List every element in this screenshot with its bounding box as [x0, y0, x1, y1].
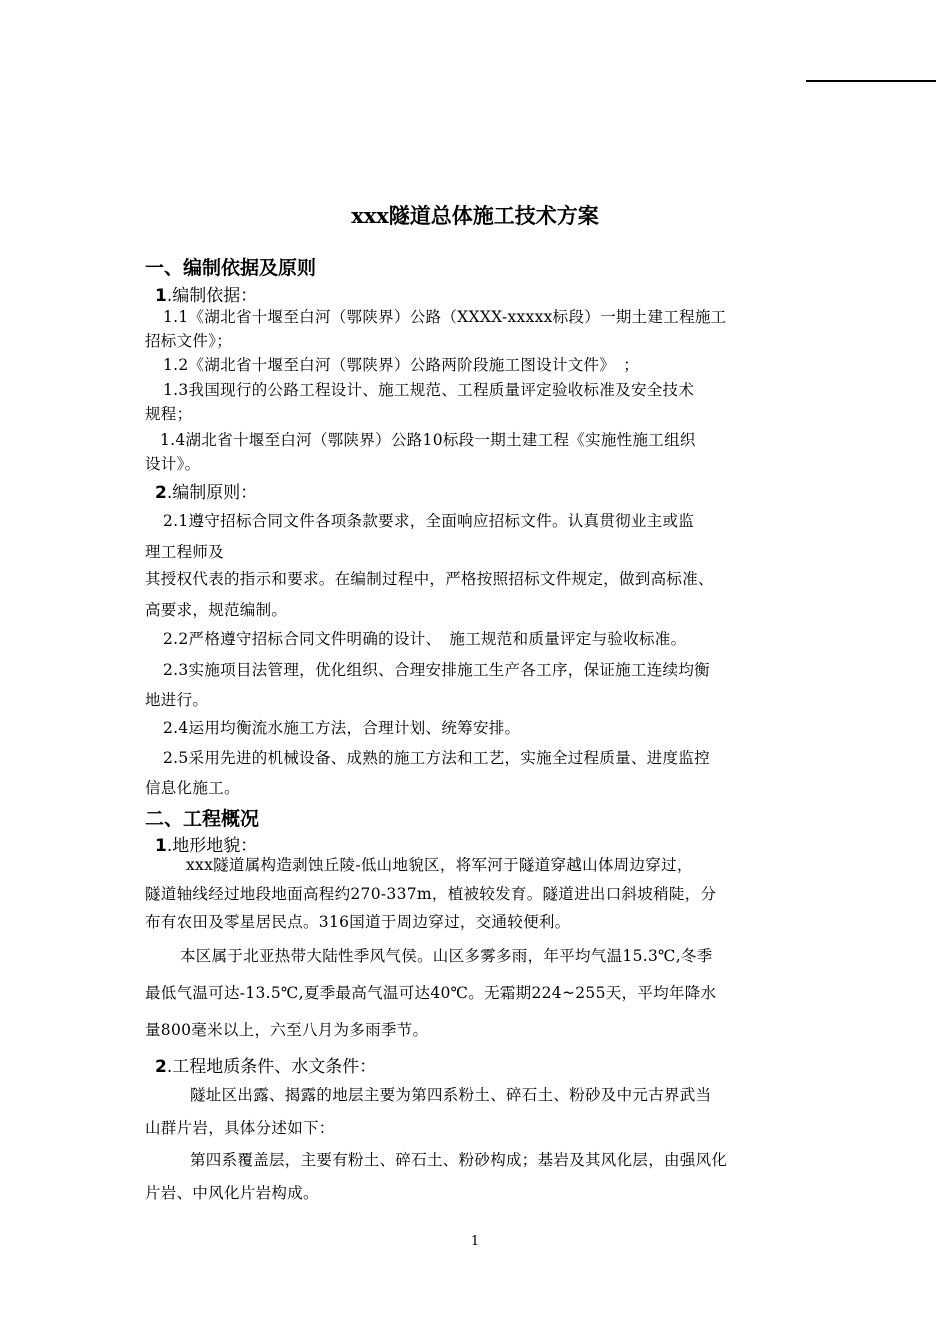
- paragraph-line: 招标文件》；: [145, 332, 233, 350]
- subheading-1-1: 1.编制依据：: [155, 286, 258, 306]
- subheading-2-2: 2.工程地质条件、水文条件：: [155, 1057, 377, 1077]
- paragraph-line: 2.4运用均衡流水施工方法，合理计划、统筹安排。: [163, 719, 521, 737]
- paragraph-line: 规程；: [145, 405, 193, 423]
- paragraph-line: 其授权代表的指示和要求。在编制过程中，严格按照招标文件规定，做到高标准、: [145, 570, 714, 588]
- section-heading-1: 一、编制依据及原则: [145, 257, 317, 279]
- paragraph-line: 1.2《湖北省十堰至白河（鄂陕界）公路两阶段施工图设计文件》 ；: [163, 356, 640, 374]
- paragraph-line: xxx隧道属构造剥蚀丘陵-低山地貌区，将军河于隧道穿越山体周边穿过，: [186, 856, 693, 874]
- document-title: xxx隧道总体施工技术方案: [351, 203, 599, 228]
- paragraph-line: 山群片岩，具体分述如下：: [145, 1119, 335, 1137]
- subheading-1-2: 2.编制原则：: [155, 483, 258, 503]
- paragraph-line: 隧道轴线经过地段地面高程约270-337m，植被较发育。隧道进出口斜坡稍陡，分: [145, 885, 717, 903]
- paragraph-line: 1.1《湖北省十堰至白河（鄂陕界）公路（XXXX-xxxxx标段）一期土建工程施工: [163, 308, 727, 326]
- paragraph-line: 2.3实施项目法管理，优化组织、合理安排施工生产各工序，保证施工连续均衡: [163, 661, 710, 679]
- paragraph-line: 片岩、中风化片岩构成。: [145, 1184, 319, 1202]
- paragraph-line: 1.3我国现行的公路工程设计、施工规范、工程质量评定验收标准及安全技术: [163, 381, 695, 399]
- paragraph-line: 2.1遵守招标合同文件各项条款要求，全面响应招标文件。认真贯彻业主或监: [163, 512, 695, 530]
- paragraph-line: 设计》。: [145, 455, 201, 473]
- subheading-2-1: 1.地形地貌：: [155, 836, 258, 856]
- paragraph-line: 最低气温可达-13.5℃,夏季最高气温可达40℃。无霜期224~255天，平均年降水: [145, 984, 717, 1002]
- header-rule: [806, 80, 936, 82]
- paragraph-line: 布有农田及零星居民点。316国道于周边穿过，交通较便利。: [145, 913, 571, 931]
- paragraph-line: 量800毫米以上，六至八月为多雨季节。: [145, 1021, 429, 1039]
- paragraph-line: 2.5采用先进的机械设备、成熟的施工方法和工艺，实施全过程质量、进度监控: [163, 749, 710, 767]
- paragraph-line: 地进行。: [145, 691, 209, 709]
- paragraph-line: 信息化施工。: [145, 779, 240, 797]
- paragraph-line: 本区属于北亚热带大陆性季风气侯。山区多雾多雨，年平均气温15.3℃,冬季: [180, 947, 713, 965]
- paragraph-line: 1.4湖北省十堰至白河（鄂陕界）公路10标段一期土建工程《实施性施工组织: [160, 431, 696, 449]
- paragraph-line: 隧址区出露、揭露的地层主要为第四系粉土、碎石土、粉砂及中元古界武当: [190, 1086, 712, 1104]
- section-heading-2: 二、工程概况: [145, 808, 260, 830]
- paragraph-line: 理工程师及: [145, 543, 225, 561]
- paragraph-line: 2.2严格遵守招标合同文件明确的设计、 施工规范和质量评定与验收标准。: [163, 630, 687, 648]
- paragraph-line: 高要求，规范编制。: [145, 601, 288, 619]
- paragraph-line: 第四系覆盖层，主要有粉土、碎石土、粉砂构成；基岩及其风化层，由强风化: [190, 1151, 728, 1169]
- page-number: 1: [470, 1234, 480, 1249]
